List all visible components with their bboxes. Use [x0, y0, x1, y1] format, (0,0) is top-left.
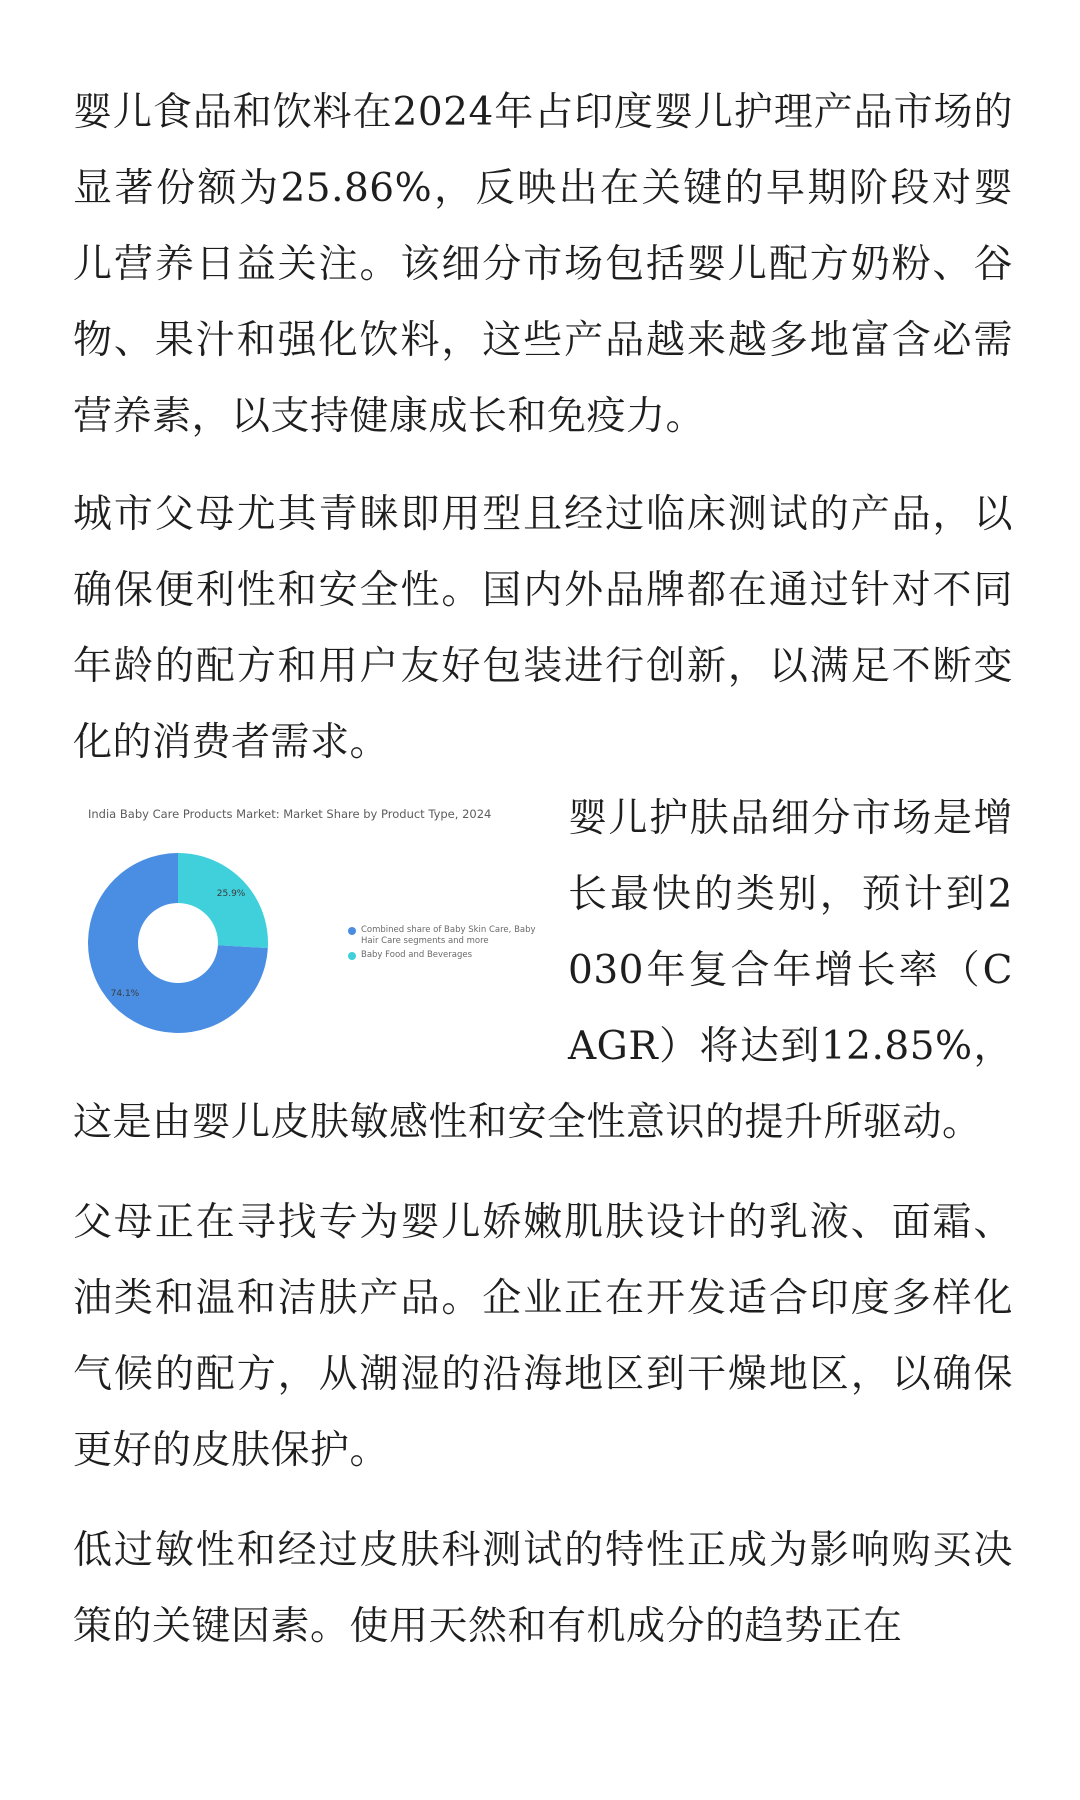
legend-swatch-combined — [348, 927, 356, 935]
legend-label-food: Baby Food and Beverages — [361, 950, 473, 960]
donut-slice-1 — [178, 853, 268, 948]
donut-slice-label-0: 74.1% — [110, 989, 140, 1000]
donut-slice-label-1: 25.9% — [216, 888, 246, 899]
market-share-donut-chart — [73, 793, 568, 1073]
chart-title: India Baby Care Products Market: Market Share by Product Type, 2024 — [88, 807, 492, 821]
chart-legend — [348, 925, 568, 964]
article-body — [73, 75, 1013, 1665]
legend-swatch-food — [348, 952, 356, 960]
paragraph-hypoallergenic: 低过敏性和经过皮肤科测试的特性正成为影响购买决策的关键因素。使用天然和有机成分的趋势正在 — [73, 1528, 1013, 1649]
paragraph-product-demand: 父母正在寻找专为婴儿娇嫩肌肤设计的乳液、面霜、油类和温和洁肤产品。企业正在开发适合印度多样化气候的配方，从潮湿的沿海地区到干燥地区，以确保更好的皮肤保护。 — [73, 1200, 1013, 1473]
paragraph-skin-care-growth: 婴儿护肤品细分市场是增长最快的类别，预计到2030年复合年增长率（CAGR）将达到12.85%，这是由婴儿皮肤敏感性和安全性意识的提升所驱动。 — [73, 796, 1013, 1145]
legend-item-combined — [348, 925, 568, 947]
paragraph-urban-parents: 城市父母尤其青睐即用型且经过临床测试的产品，以确保便利性和安全性。国内外品牌都在通过针对不同年龄的配方和用户友好包装进行创新，以满足不断变化的消费者需求。 — [73, 492, 1013, 765]
legend-item-food — [348, 950, 568, 961]
legend-label-combined: Combined share of Baby Skin Care, Baby Hair Care segments and more — [361, 925, 536, 946]
paragraph-baby-food: 婴儿食品和饮料在2024年占印度婴儿护理产品市场的显著份额为25.86%，反映出在关键的早期阶段对婴儿营养日益关注。该细分市场包括婴儿配方奶粉、谷物、果汁和强化饮料，这些产品越来越多地富含必需营养素，以支持健康成长和免疫力。 — [73, 90, 1013, 439]
